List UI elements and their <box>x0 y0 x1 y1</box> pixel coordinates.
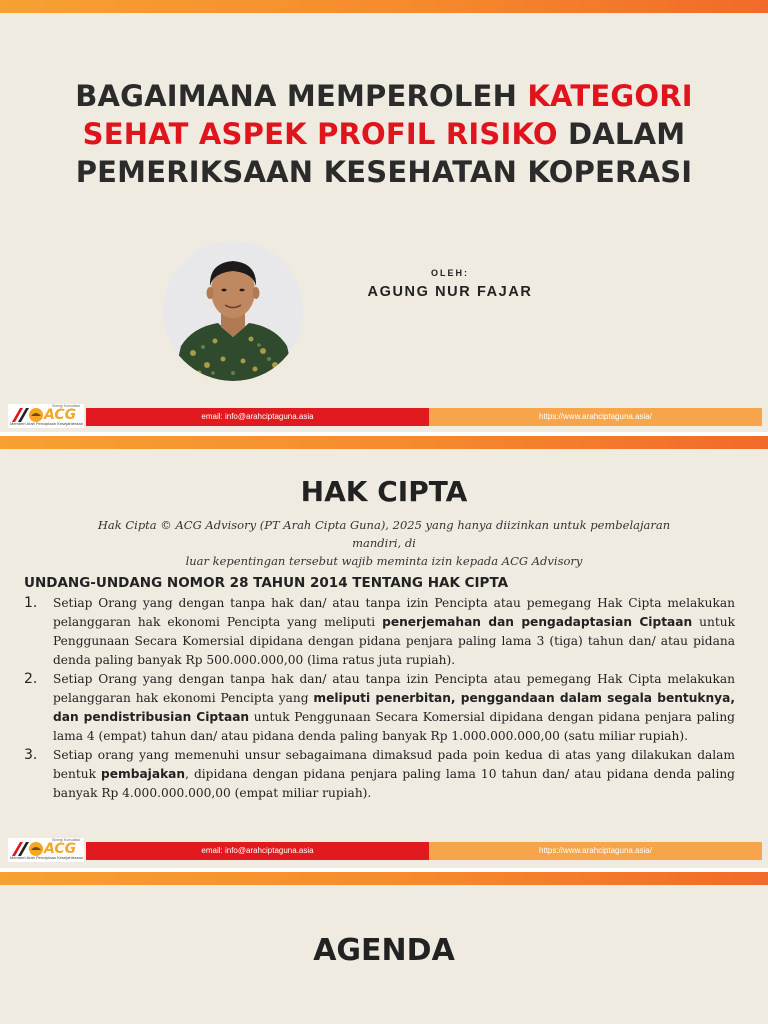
logo-tagline: Memberi Arah Penciptaan Kesejahteraan <box>10 421 83 426</box>
item-emphasis: pembajakan <box>101 767 186 781</box>
list-item <box>24 670 735 746</box>
top-accent-bar <box>0 0 768 13</box>
copyright-slide <box>0 436 768 868</box>
cover-title <box>40 77 728 191</box>
copyright-line-1: Hak Cipta © ACG Advisory (PT Arah Cipta Guna), 2025 yang hanya diizinkan untuk pembelajaran mandiri, di <box>97 518 671 550</box>
agenda-title: AGENDA <box>313 933 455 968</box>
title-text-1: BAGAIMANA MEMPEROLEH <box>75 79 528 113</box>
copyright-notice <box>75 516 693 570</box>
law-heading: UNDANG-UNDANG NOMOR 28 TAHUN 2014 TENTANG HAK CIPTA <box>24 575 509 591</box>
item-number: 2. <box>24 671 38 687</box>
footer-website-link[interactable]: https://www.arahciptaguna.asia/ <box>429 408 762 426</box>
footer-email[interactable]: email: info@arahciptaguna.asia <box>86 408 429 426</box>
logo-small-text: Sinergi Konsultasi <box>52 404 81 408</box>
title-text-2: DALAM <box>557 117 686 151</box>
top-accent-bar <box>0 436 768 449</box>
item-text: Setiap Orang yang dengan tanpa hak dan/ atau tanpa izin Pencipta atau pemegang Hak Cipta melakukan pelanggaran hak ekonomi Pencipta yang <box>53 672 735 705</box>
item-number: 1. <box>24 595 38 611</box>
acg-logo <box>8 404 84 428</box>
cover-slide <box>0 0 768 432</box>
title-highlight-2: SEHAT ASPEK PROFIL RISIKO <box>82 117 558 151</box>
logo-text: ACG <box>44 841 77 857</box>
footer-email[interactable]: email: info@arahciptaguna.asia <box>86 842 429 860</box>
logo-small-text: Sinergi Konsultasi <box>52 838 81 842</box>
item-number: 3. <box>24 747 38 763</box>
footer-website-link[interactable]: https://www.arahciptaguna.asia/ <box>429 842 762 860</box>
slide-footer <box>0 404 768 428</box>
title-highlight-1: KATEGORI <box>527 79 693 113</box>
item-text: Setiap orang yang memenuhi unsur sebagaimana dimaksud pada poin kedua di atas yang dilakukan dalam bentuk <box>53 748 735 781</box>
author-name: AGUNG NUR FAJAR <box>367 284 533 300</box>
list-item <box>24 746 735 803</box>
acg-logo <box>8 838 84 862</box>
law-articles-list <box>24 594 735 803</box>
logo-text: ACG <box>44 407 77 423</box>
item-text: untuk Penggunaan Secara Komersial dipidana dengan pidana penjara paling lama 4 (empat) tahun dan/ atau pidana denda paling banyak Rp 1.000.000.000,00 (satu miliar rupiah). <box>53 710 735 743</box>
list-item <box>24 594 735 670</box>
item-text: Setiap Orang yang dengan tanpa hak dan/ atau tanpa izin Pencipta atau pemegang Hak Cipta melakukan pelanggaran hak ekonomi Pencipta yang meliputi <box>53 596 735 629</box>
title-text-3: PEMERIKSAAN KESEHATAN KOPERASI <box>75 155 693 189</box>
slide-footer <box>0 838 768 862</box>
author-photo <box>163 241 303 381</box>
item-emphasis: meliputi penerbitan, penggandaan dalam segala bentuknya, dan pendistribusian Ciptaan <box>53 691 735 724</box>
logo-tagline: Memberi Arah Penciptaan Kesejahteraan <box>10 855 83 860</box>
agenda-slide <box>0 872 768 1024</box>
item-emphasis: penerjemahan dan pengadaptasian Ciptaan <box>382 615 693 629</box>
copyright-title: HAK CIPTA <box>300 475 468 508</box>
item-text: , dipidana dengan pidana penjara paling lama 10 tahun dan/ atau pidana denda paling banyak Rp 4.000.000.000,00 (empat miliar rupiah). <box>53 767 735 800</box>
by-label: OLEH: <box>431 268 469 278</box>
top-accent-bar <box>0 872 768 885</box>
copyright-line-2: luar kepentingan tersebut wajib meminta izin kepada ACG Advisory <box>185 554 583 568</box>
item-text: untuk Penggunaan Secara Komersial dipidana dengan pidana penjara paling lama 3 (tiga) tahun dan/ atau pidana denda paling banyak Rp 500.000.000,00 (lima ratus juta rupiah). <box>53 615 735 667</box>
